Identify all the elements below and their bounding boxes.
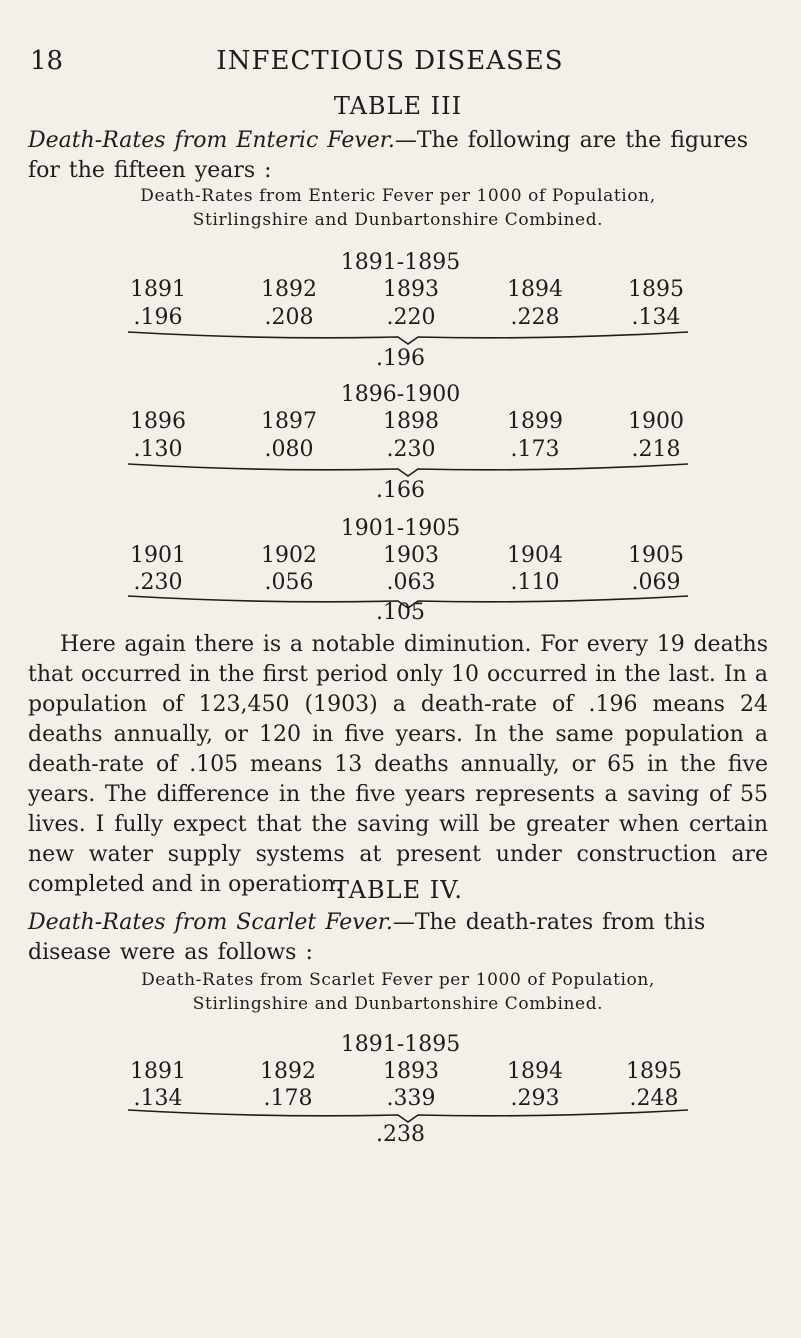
period-mean: .196: [376, 346, 425, 371]
grouping-brace: [128, 330, 688, 346]
year-cell: 1896: [130, 409, 186, 434]
rate-cell: .248: [629, 1086, 679, 1111]
rate-cell: .228: [510, 305, 560, 330]
period-label: 1901-1905: [340, 516, 461, 541]
rate-cell: .063: [386, 570, 436, 595]
table-4-heading-line-2: Stirlingshire and Dunbartonshire Combined.: [192, 994, 604, 1014]
table-3-intro-lead: Death-Rates from Enteric Fever.: [28, 128, 395, 153]
rate-cell: .178: [263, 1086, 313, 1111]
year-cell: 1904: [507, 543, 563, 568]
page-number: 18: [30, 46, 64, 76]
rate-cell: .110: [510, 570, 560, 595]
discussion-paragraph: Here again there is a notable diminution. For every 19 deaths that occurred in the first period only 10 occurred in the last. In a population of 123,450 (1903) a death-rate of .196 means 24 deaths annually, or 120 in five years. In the same population a death-rate of .105 means 13 deaths annually, or 65 in the five years. The difference in the five years represents a saving of 55 lives. I fully expect that the saving will be greater when certain new water supply systems at present under construction are completed and in operation.: [28, 632, 768, 897]
table-3-intro: [28, 126, 768, 186]
rates-row: [0, 305, 801, 333]
rate-cell: .134: [133, 1086, 183, 1111]
year-cell: 1895: [628, 277, 684, 302]
year-cell: 1901: [130, 543, 186, 568]
rate-cell: .134: [631, 305, 681, 330]
running-head: INFECTIOUS DISEASES: [216, 46, 564, 76]
period-label: 1891-1895: [340, 250, 461, 275]
year-cell: 1892: [261, 277, 317, 302]
table-3-heading: [28, 184, 768, 232]
period-mean: .166: [376, 478, 425, 503]
table-4-heading-line-1: Death-Rates from Scarlet Fever per 1000 of Population,: [141, 970, 655, 990]
rate-cell: .218: [631, 437, 681, 462]
year-cell: 1895: [626, 1059, 682, 1084]
period-mean: .238: [376, 1122, 425, 1147]
year-cell: 1905: [628, 543, 684, 568]
years-row: [0, 1059, 801, 1087]
rate-cell: .230: [386, 437, 436, 462]
rate-cell: .196: [133, 305, 183, 330]
year-cell: 1897: [261, 409, 317, 434]
table-4-intro: [28, 908, 768, 968]
years-row: [0, 277, 801, 305]
page-header: [30, 46, 750, 86]
year-cell: 1894: [507, 1059, 563, 1084]
year-cell: 1902: [261, 543, 317, 568]
table-4-intro-rest: —The death-rates from this disease were as follows :: [28, 910, 706, 965]
rate-cell: .220: [386, 305, 436, 330]
rate-cell: .293: [510, 1086, 560, 1111]
year-cell: 1894: [507, 277, 563, 302]
period-label: 1891-1895: [340, 1032, 461, 1057]
years-row: [0, 409, 801, 437]
years-row: [0, 543, 801, 571]
period-label: 1896-1900: [340, 382, 461, 407]
year-cell: 1893: [383, 277, 439, 302]
table-3-heading-line-2: Stirlingshire and Dunbartonshire Combined.: [192, 210, 604, 230]
period-mean: .105: [376, 600, 425, 625]
table-4-intro-lead: Death-Rates from Scarlet Fever.: [28, 910, 393, 935]
rate-cell: .339: [386, 1086, 436, 1111]
table-3-title: TABLE III: [333, 92, 463, 120]
rate-cell: .130: [133, 437, 183, 462]
year-cell: 1898: [383, 409, 439, 434]
rate-cell: .173: [510, 437, 560, 462]
year-cell: 1900: [628, 409, 684, 434]
year-cell: 1891: [130, 1059, 186, 1084]
rate-cell: .080: [264, 437, 314, 462]
rates-row: [0, 437, 801, 465]
table-3-heading-line-1: Death-Rates from Enteric Fever per 1000 of Population,: [140, 186, 656, 206]
year-cell: 1893: [383, 1059, 439, 1084]
table-4-title: TABLE IV.: [333, 876, 463, 904]
rate-cell: .056: [264, 570, 314, 595]
year-cell: 1903: [383, 543, 439, 568]
rate-cell: .230: [133, 570, 183, 595]
rate-cell: .208: [264, 305, 314, 330]
grouping-brace: [128, 462, 688, 478]
table-4-heading: [28, 968, 768, 1016]
year-cell: 1892: [260, 1059, 316, 1084]
rate-cell: .069: [631, 570, 681, 595]
year-cell: 1899: [507, 409, 563, 434]
table-3-intro-rest: —The following are the figures for the fifteen years :: [28, 128, 748, 183]
year-cell: 1891: [130, 277, 186, 302]
